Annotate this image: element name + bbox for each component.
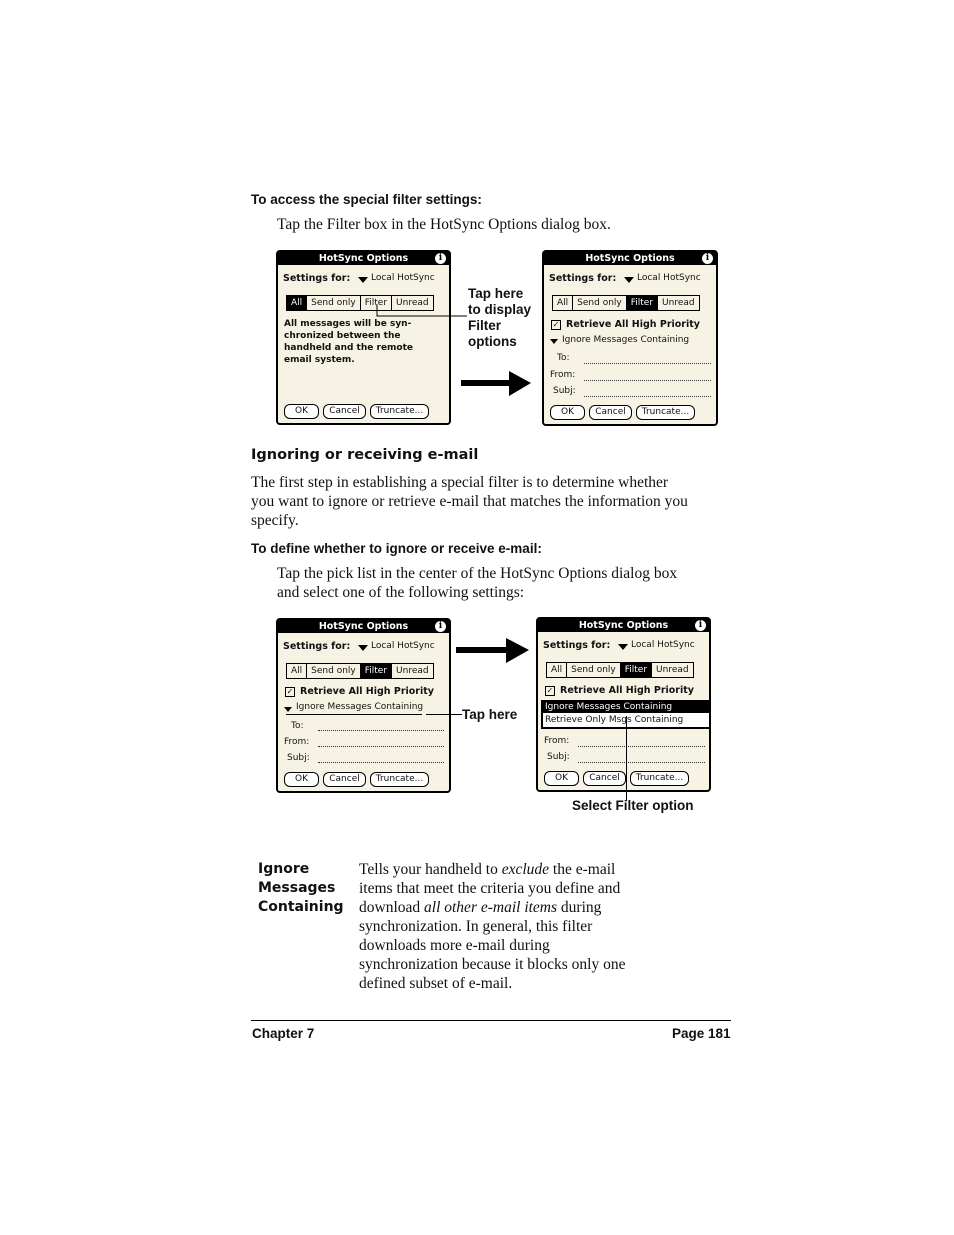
desc-text: download [359, 899, 425, 916]
info-icon[interactable]: i [702, 253, 713, 264]
right-arrow-icon [461, 369, 533, 399]
procedure-title-define: To define whether to ignore or receive e-mail: [251, 541, 542, 556]
hotsync-dialog-filter [542, 250, 718, 426]
desc-text: the e-mail [549, 861, 616, 878]
subj-field[interactable] [578, 762, 705, 763]
desc-line [359, 898, 625, 917]
tab-filter[interactable]: Filter [361, 664, 392, 678]
tab-segment [552, 295, 700, 311]
ok-button[interactable]: OK [544, 771, 579, 786]
tab-all[interactable]: All [287, 296, 307, 310]
tab-send-only[interactable]: Send only [307, 664, 361, 678]
settings-label: Settings for: [283, 273, 351, 284]
triangle-down-icon[interactable] [624, 277, 634, 283]
desc-emphasis: exclude [501, 861, 550, 878]
callout-select-filter: Select Filter option [572, 798, 694, 813]
from-field[interactable] [578, 746, 705, 747]
ok-button[interactable]: OK [550, 405, 585, 420]
cancel-button[interactable]: Cancel [589, 405, 632, 420]
picker-underline [286, 714, 422, 715]
dialog-title: HotSync Options [278, 620, 449, 633]
tab-unread[interactable]: Unread [396, 298, 429, 308]
tab-filter[interactable]: Filter [627, 296, 658, 310]
tab-send-only[interactable]: Send only [307, 296, 361, 310]
info-icon[interactable]: i [695, 620, 706, 631]
desc-text: during [557, 899, 602, 916]
callout-tap-here: Tap here [462, 707, 518, 722]
settings-value[interactable]: Local HotSync [637, 273, 701, 283]
retrieve-high-priority-label[interactable]: Retrieve All High Priority [566, 319, 700, 330]
desc-text: Tells your handheld to [359, 861, 502, 878]
procedure-title-access-filter: To access the special filter settings: [251, 192, 482, 207]
triangle-down-icon[interactable] [358, 277, 368, 283]
desc-line: synchronization. In general, this filter [359, 918, 593, 935]
filter-picker[interactable]: Ignore Messages Containing [296, 702, 424, 712]
all-message-line: email system. [284, 355, 355, 365]
triangle-down-icon[interactable] [550, 339, 558, 344]
footer-page: Page 181 [672, 1026, 731, 1041]
subj-field[interactable] [584, 396, 711, 397]
section-paragraph [251, 473, 688, 530]
settings-label: Settings for: [283, 641, 351, 652]
definition-description [359, 860, 625, 993]
from-label: From: [544, 736, 570, 746]
tab-filter[interactable]: Filter [361, 296, 392, 310]
hotsync-dialog-picker [276, 618, 451, 793]
desc-line: defined subset of e-mail. [359, 975, 513, 992]
all-message-line: All messages will be syn- [284, 319, 412, 329]
callout-line: to display [468, 302, 532, 317]
from-field[interactable] [318, 746, 444, 747]
triangle-down-icon[interactable] [284, 707, 292, 712]
subj-field[interactable] [318, 762, 444, 763]
triangle-down-icon[interactable] [618, 644, 628, 650]
instruction-line: and select one of the following settings: [277, 584, 525, 601]
to-field[interactable] [584, 363, 711, 364]
cancel-button[interactable]: Cancel [583, 771, 626, 786]
footer-rule [251, 1020, 731, 1021]
checkbox-checked-icon[interactable]: ✓ [546, 686, 554, 695]
cancel-button[interactable]: Cancel [323, 404, 366, 419]
paragraph-line: The first step in establishing a special filter is to determine whether [251, 474, 669, 491]
from-label: From: [284, 737, 310, 747]
desc-line: synchronization because it blocks only one [359, 956, 626, 973]
tab-send-only[interactable]: Send only [573, 296, 627, 310]
callout-leader-line [626, 716, 627, 801]
subj-label: Subj: [553, 386, 576, 396]
tab-segment [286, 663, 434, 679]
dialog-title: HotSync Options [544, 252, 716, 265]
retrieve-high-priority-label[interactable]: Retrieve All High Priority [560, 685, 694, 696]
cancel-button[interactable]: Cancel [323, 772, 366, 787]
ok-button[interactable]: OK [284, 772, 319, 787]
desc-line: downloads more e-mail during [359, 937, 550, 954]
checkbox-checked-icon[interactable]: ✓ [552, 320, 560, 329]
checkbox-checked-icon[interactable]: ✓ [286, 687, 294, 696]
settings-label: Settings for: [543, 640, 611, 651]
to-label: To: [291, 721, 304, 731]
tab-unread[interactable]: Unread [396, 666, 429, 676]
callout-line: Filter [468, 318, 502, 333]
callout-line: options [468, 334, 517, 349]
truncate-button[interactable]: Truncate... [630, 771, 689, 786]
hotsync-dialog-picker-open [536, 617, 711, 792]
term-line: Messages [258, 880, 336, 896]
term-line: Containing [258, 899, 344, 915]
tab-send-only[interactable]: Send only [567, 663, 621, 677]
callout-tap-here-display [468, 286, 531, 350]
hotsync-dialog-all [276, 250, 451, 425]
from-field[interactable] [584, 380, 711, 381]
tab-filter[interactable]: Filter [621, 663, 652, 677]
subj-label: Subj: [287, 753, 310, 763]
desc-emphasis: all other e-mail items [424, 899, 558, 916]
truncate-button[interactable]: Truncate... [370, 404, 429, 419]
from-label: From: [550, 370, 576, 380]
all-message-line: handheld and the remote [284, 343, 414, 353]
settings-value[interactable]: Local HotSync [371, 641, 435, 651]
all-message [284, 318, 413, 366]
callout-leader-line [370, 305, 470, 325]
triangle-down-icon[interactable] [358, 645, 368, 651]
settings-label: Settings for: [549, 273, 617, 284]
subj-label: Subj: [547, 752, 570, 762]
footer-chapter: Chapter 7 [252, 1026, 315, 1041]
picker-option-ignore[interactable]: Ignore Messages Containing [543, 702, 709, 713]
instruction-line: Tap the pick list in the center of the HotSync Options dialog box [277, 565, 678, 582]
ok-button[interactable]: OK [284, 404, 319, 419]
filter-picker[interactable]: Ignore Messages Containing [562, 335, 690, 345]
desc-line: items that meet the criteria you define and [359, 880, 621, 897]
picker-option-retrieve[interactable]: Retrieve Only Msgs Containing [545, 715, 684, 725]
dialog-title: HotSync Options [538, 619, 709, 632]
info-icon[interactable]: i [435, 253, 446, 264]
info-icon[interactable]: i [435, 621, 446, 632]
instruction-tap-filter: Tap the Filter box in the HotSync Options dialog box. [277, 216, 611, 233]
to-field[interactable] [318, 730, 444, 731]
truncate-button[interactable]: Truncate... [636, 405, 695, 420]
all-message-line: chronized between the [284, 331, 401, 341]
tab-unread[interactable]: Unread [662, 298, 695, 308]
settings-value[interactable]: Local HotSync [631, 640, 695, 650]
callout-leader-line [426, 714, 462, 715]
retrieve-high-priority-label[interactable]: Retrieve All High Priority [300, 686, 434, 697]
desc-line [359, 860, 625, 879]
tab-unread[interactable]: Unread [656, 665, 689, 675]
tab-all[interactable]: All [553, 296, 573, 310]
paragraph-line: specify. [251, 512, 299, 529]
instruction-pick-list [277, 564, 677, 602]
section-heading: Ignoring or receiving e-mail [251, 447, 479, 463]
definition-term [258, 860, 344, 917]
tab-segment [546, 662, 694, 678]
dialog-title: HotSync Options [278, 252, 449, 265]
settings-value[interactable]: Local HotSync [371, 273, 435, 283]
callout-line: Tap here [468, 286, 524, 301]
tab-all[interactable]: All [547, 663, 567, 677]
truncate-button[interactable]: Truncate... [370, 772, 429, 787]
right-arrow-icon [456, 636, 532, 666]
paragraph-line: you want to ignore or retrieve e-mail that matches the information you [251, 493, 688, 510]
term-line: Ignore [258, 861, 310, 877]
to-label: To: [557, 353, 570, 363]
tab-all[interactable]: All [287, 664, 307, 678]
